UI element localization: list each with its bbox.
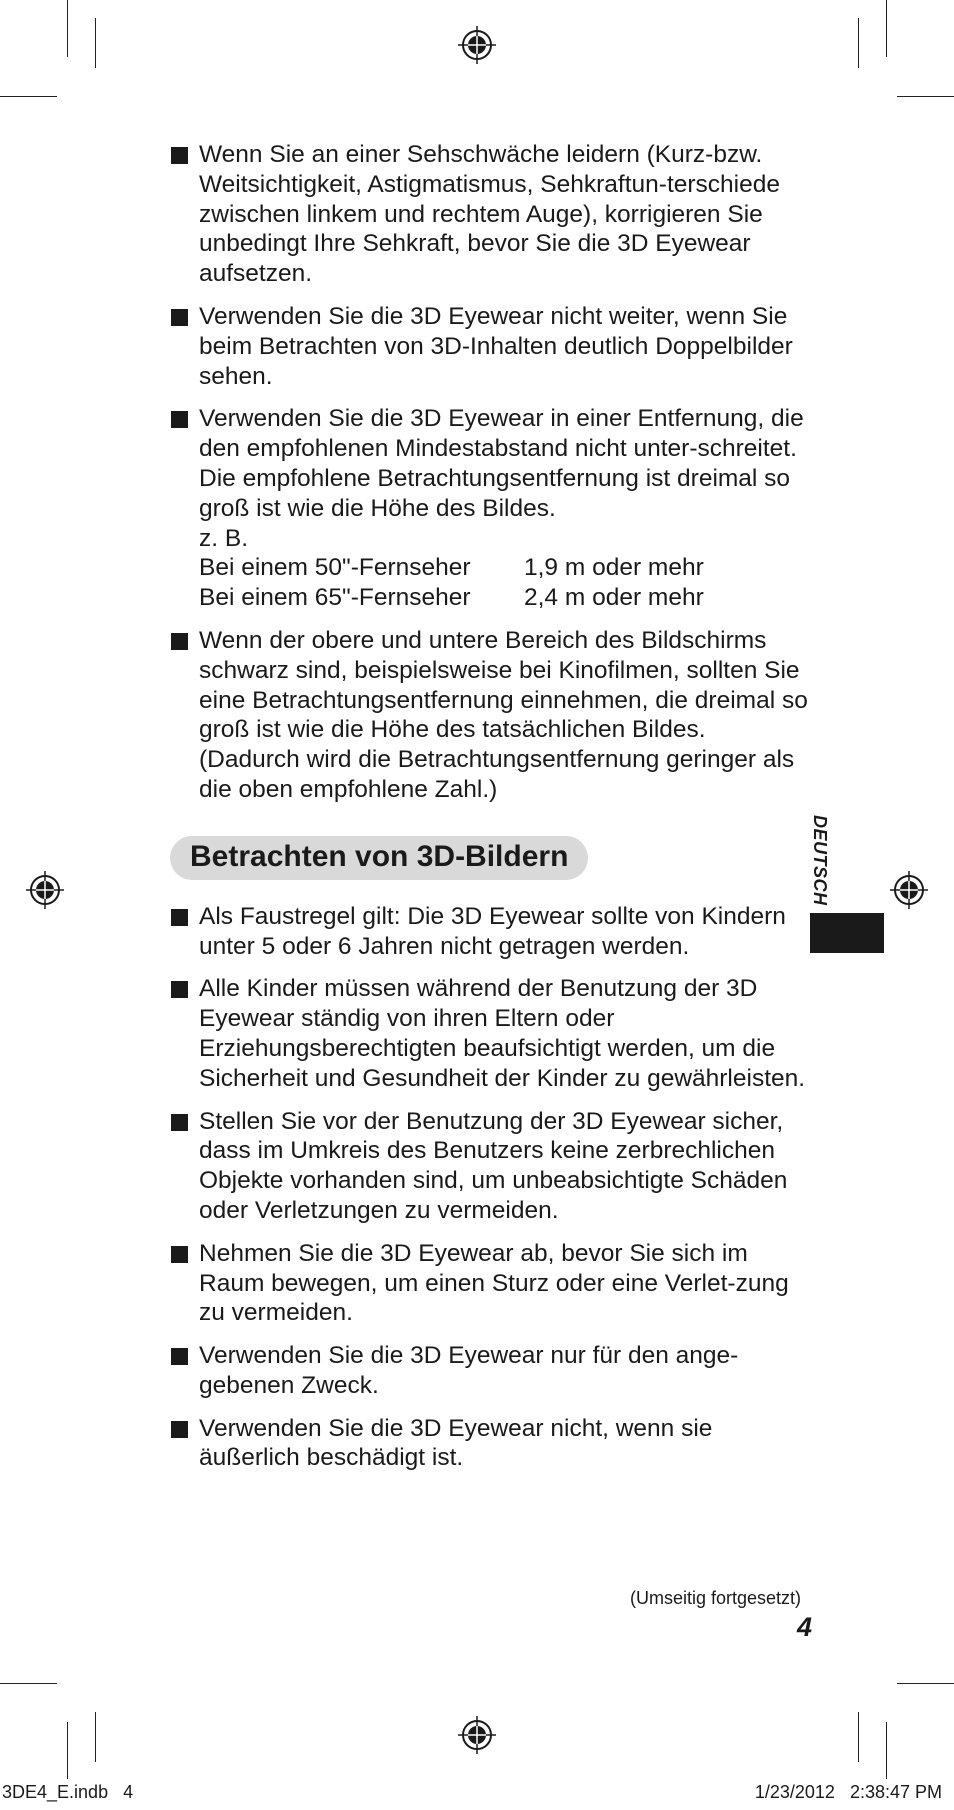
warning-list-bottom: [170, 902, 810, 1474]
tv-size: Bei einem 65"-Fernseher: [199, 584, 471, 612]
crop-mark: [95, 1712, 96, 1762]
language-tab: [800, 815, 840, 925]
list-item: [170, 404, 810, 613]
crop-mark: [95, 18, 96, 68]
language-tab-marker: [810, 913, 884, 953]
crop-mark: [67, 0, 68, 57]
paragraph: (Dadurch wird die Betrachtungsentfernung geringer als die oben empfohlene Zahl.): [199, 746, 795, 803]
list-item: Alle Kinder müssen während der Benutzung der 3D Eyewear ständig von ihren Eltern oder Erziehungsberechtigten beaufsichtigt werden, um die Sicherheit und Gesundheit der Kinder zu gewährleisten.: [170, 974, 810, 1093]
warning-list-top: [170, 140, 810, 805]
section-heading: Betrachten von 3D-Bildern: [170, 836, 588, 880]
list-item: Verwenden Sie die 3D Eyewear nur für den ange-gebenen Zweck.: [170, 1341, 810, 1401]
distance-example-row: [199, 553, 810, 583]
registration-mark-icon: [458, 26, 496, 64]
list-item: Als Faustregel gilt: Die 3D Eyewear sollte von Kindern unter 5 oder 6 Jahren nicht getragen werden.: [170, 902, 810, 962]
language-tab-label: DEUTSCH: [810, 815, 830, 906]
viewing-distance: 1,9 m oder mehr: [524, 554, 704, 582]
continued-note: (Umseitig fortgesetzt): [629, 1588, 801, 1608]
paragraph: Verwenden Sie die 3D Eyewear in einer Entfernung, die den empfohlenen Mindestabstand nicht unter-schreitet.: [199, 405, 804, 463]
crop-mark: [886, 0, 887, 57]
paragraph: z. B.: [199, 524, 249, 552]
crop-mark: [897, 96, 954, 97]
list-item: [170, 302, 810, 391]
list-item: [170, 626, 810, 805]
content-column: [170, 140, 810, 1486]
crop-mark: [67, 1722, 68, 1779]
page-number: 4: [796, 1612, 812, 1642]
crop-mark: [0, 96, 57, 97]
paragraph: Wenn der obere und untere Bereich des Bildschirms schwarz sind, beispielsweise bei Kinofilmen, sollten Sie eine Betrachtungsentfernung einnehmen, die dreimal so groß ist wie die Höhe des tatsächlichen Bildes.: [199, 626, 808, 744]
crop-mark: [858, 1712, 859, 1762]
paragraph: Wenn Sie an einer Sehschwäche leidern (Kurz-bzw. Weitsichtigkeit, Astigmatismus, Sehkraftun-terschiede zwischen linkem und rechtem Auge), korrigieren Sie unbedingt Ihre Sehkraft, bevor Sie die 3D Eyewear aufsetzen.: [199, 141, 780, 288]
tv-size: Bei einem 50"-Fernseher: [199, 554, 471, 582]
registration-mark-icon: [458, 1716, 496, 1754]
paragraph: Verwenden Sie die 3D Eyewear nicht weiter, wenn Sie beim Betrachten von 3D-Inhalten deutlich Doppelbilder sehen.: [199, 302, 793, 390]
registration-mark-icon: [26, 871, 64, 909]
crop-mark: [897, 1683, 954, 1684]
paragraph: Die empfohlene Betrachtungsentfernung ist dreimal so groß ist wie die Höhe des Bildes.: [199, 464, 791, 522]
distance-example-row: [199, 583, 810, 613]
crop-mark: [0, 1683, 57, 1684]
list-item: Verwenden Sie die 3D Eyewear nicht, wenn sie äußerlich beschädigt ist.: [170, 1414, 810, 1474]
crop-mark: [886, 1722, 887, 1779]
list-item: Nehmen Sie die 3D Eyewear ab, bevor Sie sich im Raum bewegen, um einen Sturz oder eine Verlet-zung zu vermeiden.: [170, 1239, 810, 1328]
crop-mark: [858, 18, 859, 68]
list-item: Stellen Sie vor der Benutzung der 3D Eyewear sicher, dass im Umkreis des Benutzers keine zerbrechlichen Objekte vorhanden sind, um unbeabsichtigte Schäden oder Verletzungen zu vermeiden.: [170, 1107, 810, 1226]
registration-mark-icon: [890, 871, 928, 909]
footer-timestamp: 1/23/2012 2:38:47 PM: [754, 1782, 942, 1802]
footer-file: 3DE4_E.indb 4: [2, 1782, 134, 1802]
viewing-distance: 2,4 m oder mehr: [524, 584, 704, 612]
list-item: [170, 140, 810, 289]
